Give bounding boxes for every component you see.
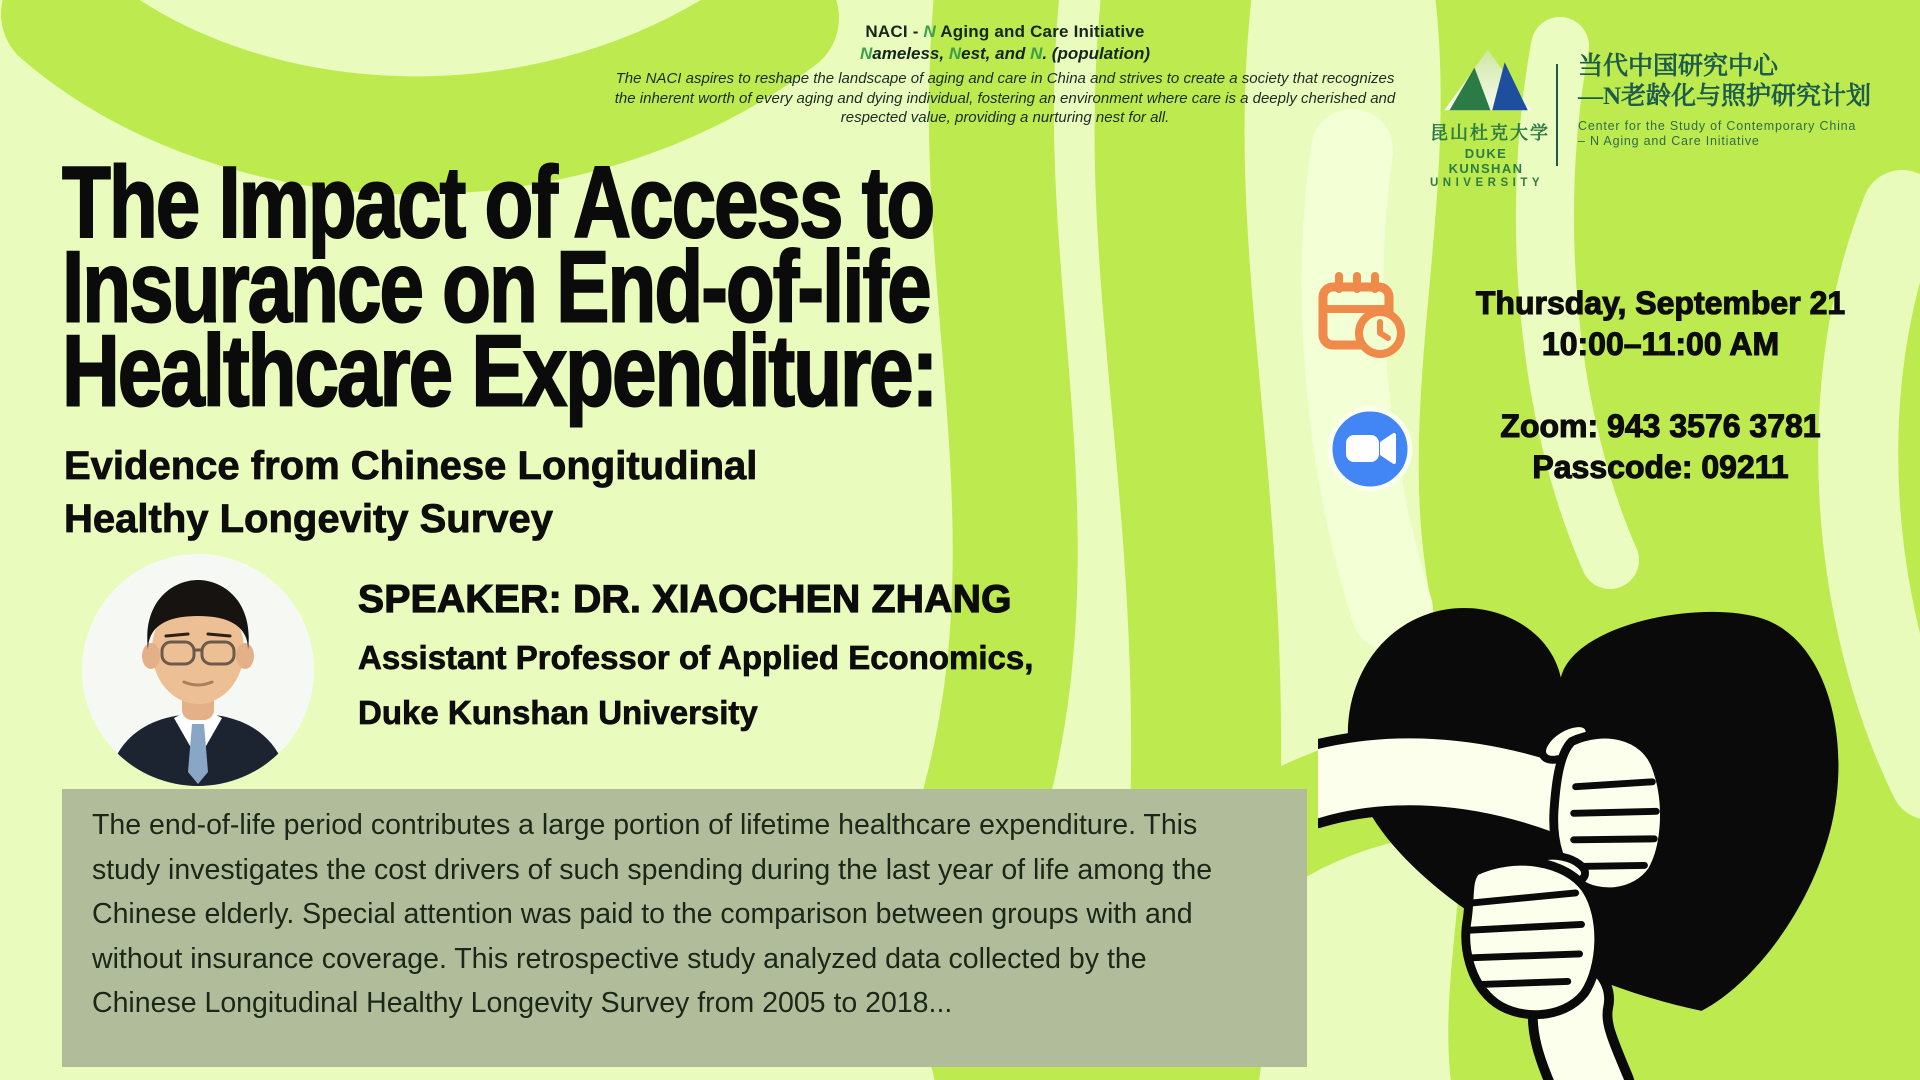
speaker-university: Duke Kunshan University xyxy=(358,694,758,731)
speaker-title: Assistant Professor of Applied Economics, xyxy=(358,639,1034,676)
poster-title xyxy=(62,146,937,428)
title-line-1: The Impact of Access to xyxy=(62,146,934,259)
abstract-box xyxy=(62,789,1307,1067)
cscc-logo xyxy=(1578,52,1908,149)
logo-divider xyxy=(1556,64,1558,166)
zoom-meeting-info xyxy=(1408,406,1913,488)
title-line-3: Healthcare Expenditure: xyxy=(62,314,937,428)
dku-english-name-line1: DUKE KUNSHAN xyxy=(1448,146,1524,176)
abstract-text: The end-of-life period contributes a large portion of lifetime healthcare expenditure. This study investigates the cost drivers of such spending during the last year of life among the Chinese elderly. Special attention was paid to the comparison between groups with and without insurance coverage. This retrospective study analyzed data collected by the Chinese Longitudinal Healthy Longevity Survey from 2005 to 2018... xyxy=(92,809,1213,1019)
naci-header xyxy=(610,22,1400,128)
zoom-passcode: Passcode: 09211 xyxy=(1532,449,1789,485)
zoom-icon xyxy=(1326,405,1414,493)
speaker-info xyxy=(358,578,1033,732)
dku-mountain-icon xyxy=(1436,48,1536,112)
event-date: Thursday, September 21 xyxy=(1475,285,1846,321)
naci-motto-line: Nameless, Nest, and N. (population) xyxy=(859,44,1150,63)
event-datetime xyxy=(1408,283,1913,365)
speaker-photo xyxy=(82,554,314,786)
dku-english-name-line2: UNIVERSITY xyxy=(1430,177,1545,189)
cscc-english-line2: – N Aging and Care Initiative xyxy=(1578,134,1760,148)
heart-hug-illustration xyxy=(1318,580,1908,1080)
subtitle-line-1: Evidence from Chinese Longitudinal xyxy=(64,444,758,488)
cscc-chinese-line1: 当代中国研究中心 xyxy=(1578,53,1779,80)
naci-title-line: NACI - N Aging and Care Initiative xyxy=(865,22,1145,41)
naci-green-n: N xyxy=(923,22,936,41)
subtitle-line-2: Healthy Longevity Survey xyxy=(64,497,554,541)
dku-logo xyxy=(1430,48,1550,189)
zoom-meeting-id: Zoom: 943 3576 3781 xyxy=(1500,408,1821,444)
hugging-arm-lower xyxy=(1570,999,1593,1080)
cscc-chinese-line2: —N老龄化与照护研究计划 xyxy=(1578,83,1872,110)
speaker-avatar xyxy=(82,554,314,786)
cscc-english-line1: Center for the Study of Contemporary China xyxy=(1578,119,1857,133)
poster-subtitle xyxy=(64,440,757,546)
hugging-arm-upper xyxy=(1318,772,1564,801)
dku-chinese-name: 昆山杜克大学 xyxy=(1430,123,1550,143)
hand-lower xyxy=(1466,852,1599,1015)
naci-mission-text: The NACI aspires to reshape the landscape of aging and care in China and strives to create a society that recognizes the inherent worth of every aging and dying individual, fostering an environment where care is a deeply cherished and respected value, providing a nurturing nest for all. xyxy=(614,70,1396,126)
calendar-clock-icon xyxy=(1313,271,1405,363)
speaker-heading: SPEAKER: DR. XIAOCHEN ZHANG xyxy=(358,578,1012,621)
event-time: 10:00–11:00 AM xyxy=(1541,326,1780,362)
title-line-2: Insurance on End-of-life xyxy=(62,230,930,343)
